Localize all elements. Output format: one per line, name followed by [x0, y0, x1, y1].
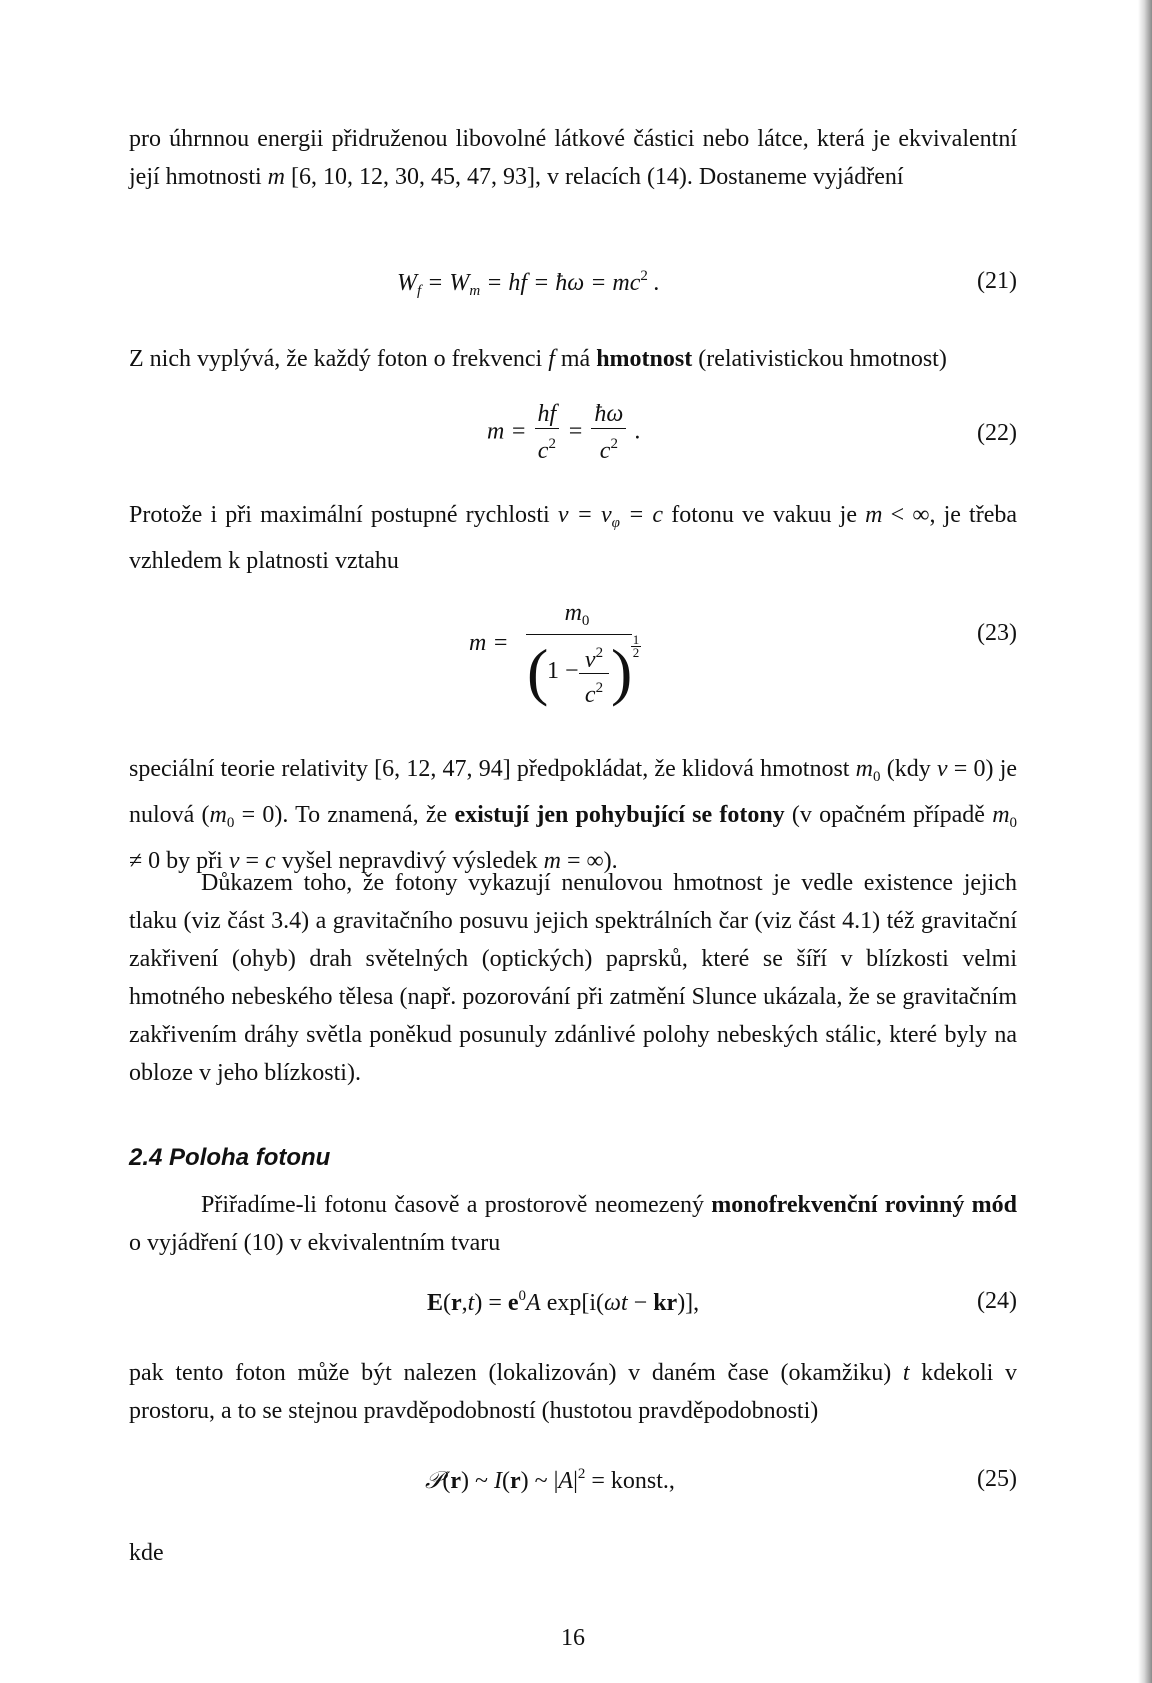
- paragraph-3: Protože i při maximální postupné rychlosti $v = v_\varphi = c$ fotonu ve vakuu je m < ∞, je třeba vzhledem k platnosti vztahu: [129, 502, 1018, 574]
- equation-22-number: (22): [977, 420, 1017, 446]
- paragraph-4: speciální teorie relativity [6, 12, 47, 94] předpokládat, že klidová hmotnost $m_0$ (kdy v = 0) je nulová $(m_0 = 0)$. To znamená, že existují jen pohybující se fotony (v opačném případě $m_0 \ne 0$ by při v = c vyšel nepravdivý výsledek m = ∞).: [129, 756, 1018, 874]
- equation-24-number: (24): [977, 1288, 1017, 1314]
- equation-24: [129, 1288, 1017, 1348]
- paragraph-2: Z nich vyplývá, že každý foton o frekvenci f má hmotnost (relativistickou hmotnost): [129, 346, 947, 372]
- page-number: 16: [561, 1625, 585, 1651]
- equation-21-number: (21): [977, 268, 1017, 294]
- equation-21: [129, 268, 1017, 328]
- paragraph-8: kde: [129, 1540, 164, 1566]
- equation-22-body: m = $\frac{hf}{c^2}$ = $\frac{ħ\omega}{c^2}$ .: [487, 401, 641, 464]
- equation-23-number: (23): [977, 620, 1017, 646]
- section-heading: 2.4 Poloha fotonu: [129, 1144, 331, 1171]
- equation-23: m = $m_0$ ( 1 − $v^2$ $c^2$ ) 1 2 (23): [469, 600, 1017, 708]
- equation-22: [129, 400, 1017, 470]
- equation-25-number: (25): [977, 1466, 1017, 1492]
- paragraph-6: Přiřadíme-li fotonu časově a prostorově neomezený monofrekvenční rovinný mód o vyjádření (10) v ekvivalentním tvaru: [129, 1192, 1018, 1256]
- equation-25: [129, 1466, 1017, 1526]
- equation-24-body: $E(r,t) = e^0A$ exp[i(ωt − kr)],: [427, 1288, 700, 1316]
- equation-25-body: 𝒫(r) ~ I(r) ~ $|A|^2$ = konst.,: [425, 1466, 675, 1494]
- equation-21-body: $W_f = W_m$ = hf = ħω = $mc^2$ .: [397, 268, 660, 299]
- scan-edge-shadow: [1138, 0, 1152, 1683]
- paragraph-1: pro úhrnnou energii přidruženou libovolné látkové částici nebo látce, která je ekvivalentní její hmotnosti m [6, 10, 12, 30, 45, 47, 93], v relacích (14). Dostaneme vyjádření: [129, 126, 1017, 190]
- paragraph-7: pak tento foton může být nalezen (lokalizován) v daném čase (okamžiku) t kdekoli v prostoru, a to se stejnou pravděpodobností (hustotou pravděpodobnosti): [129, 1360, 1017, 1424]
- paragraph-5: Důkazem toho, že fotony vykazují nenulovou hmotnost je vedle existence jejich tlaku (viz část 3.4) a gravitačního posuvu jejich spektrálních čar (viz část 4.1) též gravitační zakřivení (ohyb) drah světelných (optických) paprsků, které se šíří v blízkosti velmi hmotného nebeského tělesa (např. pozorování při zatmění Slunce ukázala, že se gravitačním zakřivením dráhy světla poněkud posunuly zdánlivé polohy nebeských stálic, které byly na obloze v jeho blízkosti).: [129, 870, 1017, 1086]
